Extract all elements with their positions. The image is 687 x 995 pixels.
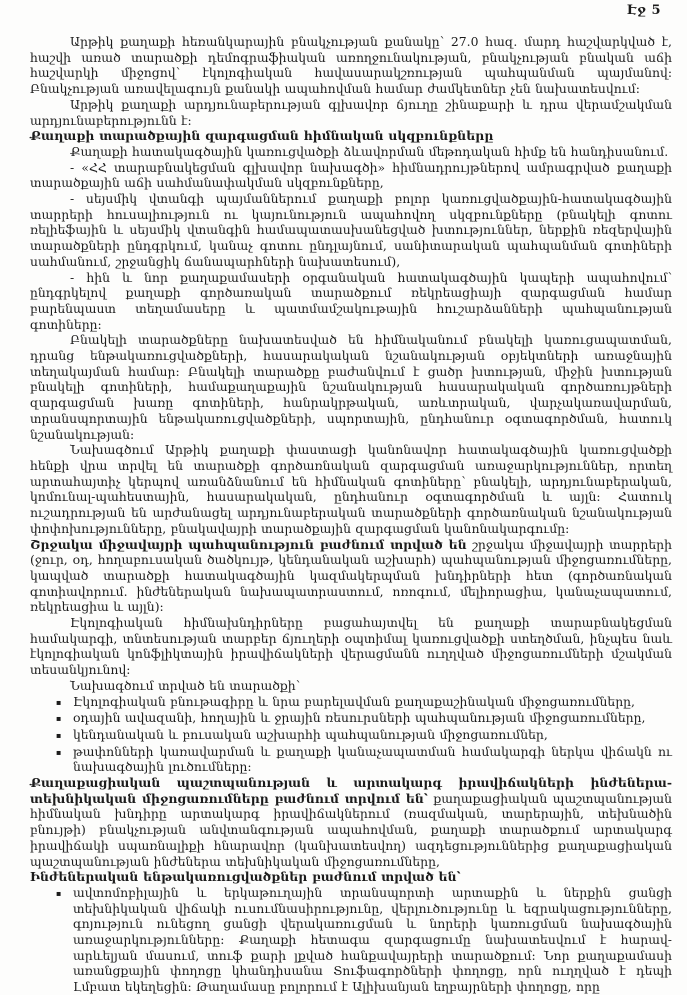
para-civil-defense-section: Քաղաքացիական պաշտպանության և արտակարգ իրավիճակների ինժեներա-տեխնիկական միջոցառումները բաժնում տրվում են՝ քաղաքացիական պաշտպանության հիմնական խնդիրը արտակարգ իրավիճակներում (ռազմական, տարերային, տեխնածին բնույթի) բնակչության անվտանգության ապահովման, քաղաքի տարածքում արտակարգ իրավիճակի սպառնալիքի հնարավոր (կանխատեսվող) ազդեցություններից քաղաքացիական պաշտպանության ինժեներա տեխնիկական միջոցառումները, — [30, 775, 673, 869]
bullet-text: կենդանական և բուսական աշխարհի պահպանության միջոցառումներ, — [73, 726, 548, 742]
bullet-text: թափոնների կառավարման և քաղաքի կանաչապատման համակարգի ներկա վիճակն ու նախագծային լուծումները: — [73, 743, 672, 775]
para-dash-resettlement: - «ՀՀ տարաբնակեցման գլխավոր նախագծի» հիմնադրույթներով ամրագրված քաղաքի տարածքային աճի սահմանափակման սկզբունքները, — [30, 159, 672, 191]
bullet-waste-management — [30, 744, 672, 775]
bullet-text: ավտոմոբիլային և երկաթուղային տրանսպորտի արտաքին և ներքին ցանցի տեխնիկական վիճակի ուսումնասիրությունը, վերլուծությունը և եզրակացությունները, գոյություն ունեցող ցանցի վերակառուցման և նորերի կառուցման նախագծային առաջարկությունները: Քաղաքի հետագա զարգացումը նախատեսվում է հարավ-արևելյան մասում, տուֆ քարի լքված հանքավայրերի տարածքում: Նոր քաղաքամասի առանցքային փողոցը կհանդիսանա Տուֆագործների փողոցը, որն ուղղված է դեպի Լմբատ եկեղեցին: Թաղամասը բոլորում է Ալիխանյան եղբայրների փողոցը, որը — [73, 884, 672, 995]
para-residential-territories: Բնակելի տարածքները նախատեսված են հիմնականում բնակելի կառուցապատման, դրանց ենթակառուցվածքների, հասարակական նշանակության օբյեկտների առաջնային տեղակայման համար: Բնակելի տարածքը բաժանվում է ցածր խտության, միջին խտության բնակելի գոտիների, համաքաղաքային նշանակության հասարակական գործառույթների զարգացման խառը գոտիների, հանրակրթական, առևտրական, վարչակառավարման, տրանսպորտային ենթակառուցվածքների, սպորտային, ընդհանուր օգտագործման, հատուկ նշանակության: — [30, 332, 672, 442]
bullet-text: Էկոլոգիական բնութագիրը և նրա բարելավման քաղաքաշինական միջոցառումները, — [73, 693, 635, 709]
bullet-text: օդային ավազանի, հողային և ջրային ռեսուրսների պահպանության միջոցառումները, — [73, 710, 646, 726]
heading-territorial-development: Քաղաքի տարածքային զարգացման հիմնական սկզբունքները — [30, 128, 494, 144]
para-ecological-problems: Էկոլոգիական հիմնախնդիրները բացահայտվել են քաղաքի տարաբնակեցման համակարգի, տնտեսության տարբեր ճյուղերի օպտիմալ կառուցվածքի ստեղծման, ինչպես նաև էկոլոգիական կոնֆլիկտային իրավիճակների վերացմանն ուղղված միջոցառումների մշակման տեսանկյունով: — [30, 615, 672, 678]
para-perspective-population: Արթիկ քաղաքի հեռանկարային բնակչության քանակը՝ 27.0 հազ. մարդ հաշվարկված է, հաշվի առած տարածքի դեմոգրաֆիական առողջունակության, բնակչության բնական աճի հաշվարկի միջոցով՝ էկոլոգիական հավասարակշռության պահպանման պայմանով: Բնակչության առավելագույն քանակի ապահովման համար ժամկետներ չեն նախատեսվում: — [30, 34, 672, 97]
bullet-transport-network — [30, 885, 672, 995]
page-number: Էջ 5 — [627, 3, 661, 18]
bullet-square-icon: ▪ — [56, 888, 62, 898]
para-methodical-basis: Քաղաքի հատակագծային կառուցվածքի ձևավորման մեթոդական հիմք են հանդիսանում. — [70, 143, 669, 159]
para-functional-zoning: Նախագծում Արթիկ քաղաքի փաստացի կանոնավոր հատակագծային կառուցվածքի հենքի վրա տրվել են տարածքի գործառնական զարգացման առաջարկություններ, որտեղ արտահայտիչ կերպով առանձնանում են հիմնական գոտիները՝ բնակելի, արդյունաբերական, կոմունալ-պահեստային, հասարակական, ընդհանուր օգտագործման և այլն: Հատուկ ուշադրության են արժանացել արդյունաբերական տարածքների գործառնական նշանակության փոփոխությունները, բնակավայրի տարածքային զարգացման կանոնակարգումը: — [30, 442, 672, 536]
bullet-square-icon: ▪ — [56, 730, 62, 740]
para-dash-old-new-districts: - հին և նոր քաղաքամասերի օրգանական հատակագծային կապերի ապահովում՝ ընդգրկելով քաղաքի գործառական տարածքում ռեկրեացիայի զարգացման համար բարենպաստ տեղամասերը և պատմամշակութային հուշարձանների պահպանության գոտիները: — [30, 269, 672, 332]
para-dash-seismic: - սեյսմիկ վտանգի պայմաններում քաղաքի բոլոր կառուցվածքային-հատակագծային տարրերի հուսալիություն ու կայունություն ապահովող սկզբունքները (բնակելի գոտու ռելիեֆային և սեյսմիկ վտանգին համապատասխանեցված խտություններ, ներքին ռեզերվային տարածքների ընդգրկում, կանաչ գոտու ընդլայնում, սանիտարական պահպանման գոտիների սահմանում, շրջանցիկ ճանապարհների նախատեսում), — [30, 191, 672, 269]
bullet-square-icon: ▪ — [56, 747, 62, 757]
para-industry: Արթիկ քաղաքի արդյունաբերության գլխավոր ճյուղը շինաքարի և դրա վերամշակման արդյունաբերությունն է: — [30, 96, 672, 128]
bullet-flora-fauna — [30, 727, 672, 744]
para-environment-section: Շրջակա միջավայրի պահպանություն բաժնում տրված են շրջակա միջավայրի տարրերի (ջուր, օդ, հողաբուսական ծածկույթ, կենդանական աշխարհ) պահպանության միջոցառումները, կապված տարածքի հատակագծային կազմակերպման խնդիրների հետ (գործառնական գոտիավորում. ինժեներական նախապատրաստում, ոռոգում, մելիորացիա, կանաչապատում, ռեկրեացիա և այլն): — [30, 536, 672, 615]
para-project-given-intro: Նախագծում տրված են տարածքի՝ — [70, 677, 301, 693]
bullet-square-icon: ▪ — [56, 697, 62, 707]
para-engineering-infrastructure-section: Ինժեներական ենթակառուցվածքներ բաժնում տրված են՝ — [30, 869, 461, 885]
bullet-ecological-profile — [30, 694, 672, 711]
bullet-air-water-resources — [30, 710, 672, 727]
bullet-square-icon: ▪ — [56, 714, 62, 724]
document-body — [30, 34, 672, 995]
